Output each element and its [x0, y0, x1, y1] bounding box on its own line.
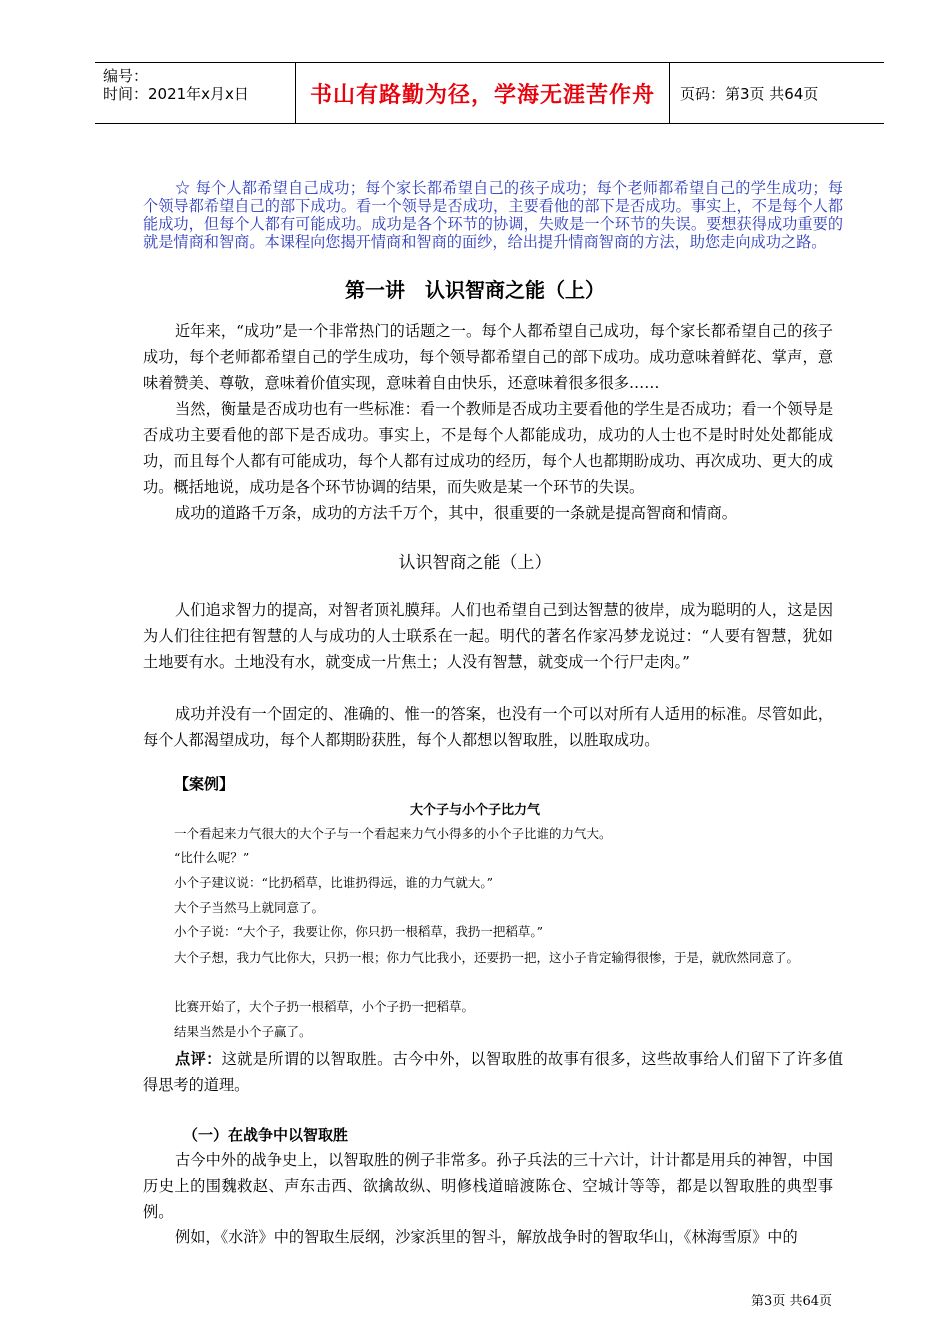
story-line: 大个子当然马上就同意了。 [174, 900, 325, 915]
section-title: 认识智商之能（上） [398, 553, 552, 573]
paragraph: 例如，《水浒》中的智取生辰纲，沙家浜里的智斗，解放战争时的智取华山，《林海雪原》中的 [175, 1228, 798, 1246]
comment-label: 点评： [175, 1050, 222, 1068]
story-line: 小个子建议说：“比扔稻草，比谁扔得远，谁的力气就大。” [174, 875, 494, 890]
number-label: 编号： [103, 67, 149, 85]
comment-text: 这就是所谓的以智取胜。古今中外，以智取胜的故事有很多，这些故事给人们留下了许多值得思考的道理。 [143, 1050, 844, 1094]
header-meta [95, 63, 295, 123]
paragraph: 当然，衡量是否成功也有一些标准：看一个教师是否成功主要看他的学生是否成功；看一个领导是否成功主要看他的部下是否成功。事实上，不是每个人都能成功，成功的人士也不是时时处处都能成功，而且每个人都有可能成功，每个人都有过成功的经历，每个人也都期盼成功、再次成功、更大的成功。概括地说，成功是各个环节协调的结果，而失败是某一个环节的失误。 [143, 400, 833, 496]
header-motto: 书山有路勤为径，学海无涯苦作舟 [309, 82, 655, 108]
comment-paragraph [143, 1046, 843, 1098]
time-label: 时间：2021年x月x日 [103, 85, 249, 103]
lecture-title: 第一讲 认识智商之能（上） [345, 278, 605, 302]
story-line: 比赛开始了，大个子扔一根稻草，小个子扔一把稻草。 [174, 999, 475, 1014]
header-motto-cell [295, 63, 670, 123]
story-title: 大个子与小个子比力气 [409, 803, 540, 818]
story-line: 结果当然是小个子赢了。 [174, 1024, 312, 1039]
intro-paragraph: ☆ 每个人都希望自己成功；每个家长都希望自己的孩子成功；每个老师都希望自己的学生成功；每个领导都希望自己的部下成功。看一个领导是否成功，主要看他的部下是否成功。事实上，不是每个人都能成功，但每个人都有可能成功。成功是各个环节的协调，失败是一个环节的失误。要想获得成功重要的就是情商和智商。本课程向您揭开情商和智商的面纱，给出提升情商智商的方法，助您走向成功之路。 [143, 179, 843, 251]
case-label: 【案例】 [174, 775, 235, 793]
paragraph: 近年来，“成功”是一个非常热门的话题之一。每个人都希望自己成功，每个家长都希望自己的孩子成功，每个老师都希望自己的学生成功，每个领导都希望自己的部下成功。成功意味着鲜花、掌声，意味着赞美、尊敬，意味着价值实现，意味着自由快乐，还意味着很多很多…… [143, 322, 833, 392]
page-footer: 第3页 共64页 [751, 1294, 832, 1309]
paragraph: 成功并没有一个固定的、准确的、惟一的答案，也没有一个可以对所有人适用的标准。尽管如此，每个人都渴望成功，每个人都期盼获胜，每个人都想以智取胜，以胜取成功。 [143, 705, 833, 749]
paragraph: 人们追求智力的提高，对智者顶礼膜拜。人们也希望自己到达智慧的彼岸，成为聪明的人，这是因为人们往往把有智慧的人与成功的人士联系在一起。明代的著名作家冯梦龙说过：“人要有智慧，犹如土地要有水。土地没有水，就变成一片焦土；人没有智慧，就变成一个行尸走肉。” [143, 601, 833, 671]
story-line: 大个子想，我力气比你大，只扔一根；你力气比我小，还要扔一把，这小子肯定输得很惨，于是，就欣然同意了。 [174, 950, 800, 965]
story-line: 一个看起来力气很大的大个子与一个看起来力气小得多的小个子比谁的力气大。 [174, 826, 612, 841]
paragraph: 成功的道路千万条，成功的方法千万个，其中，很重要的一条就是提高智商和情商。 [175, 504, 737, 522]
page-header [95, 62, 884, 124]
header-page-label: 页码：第3页 共64页 [680, 84, 819, 103]
story-line: 小个子说：“大个子，我要让你，你只扔一根稻草，我扔一把稻草。” [174, 924, 544, 939]
story-line: “比什么呢？” [174, 850, 250, 865]
war-section-heading: （一）在战争中以智取胜 [183, 1126, 349, 1144]
paragraph: 古今中外的战争史上，以智取胜的例子非常多。孙子兵法的三十六计，计计都是用兵的神智，中国历史上的围魏救赵、声东击西、欲擒故纵、明修栈道暗渡陈仓、空城计等等，都是以智取胜的典型事例。 [143, 1151, 833, 1221]
